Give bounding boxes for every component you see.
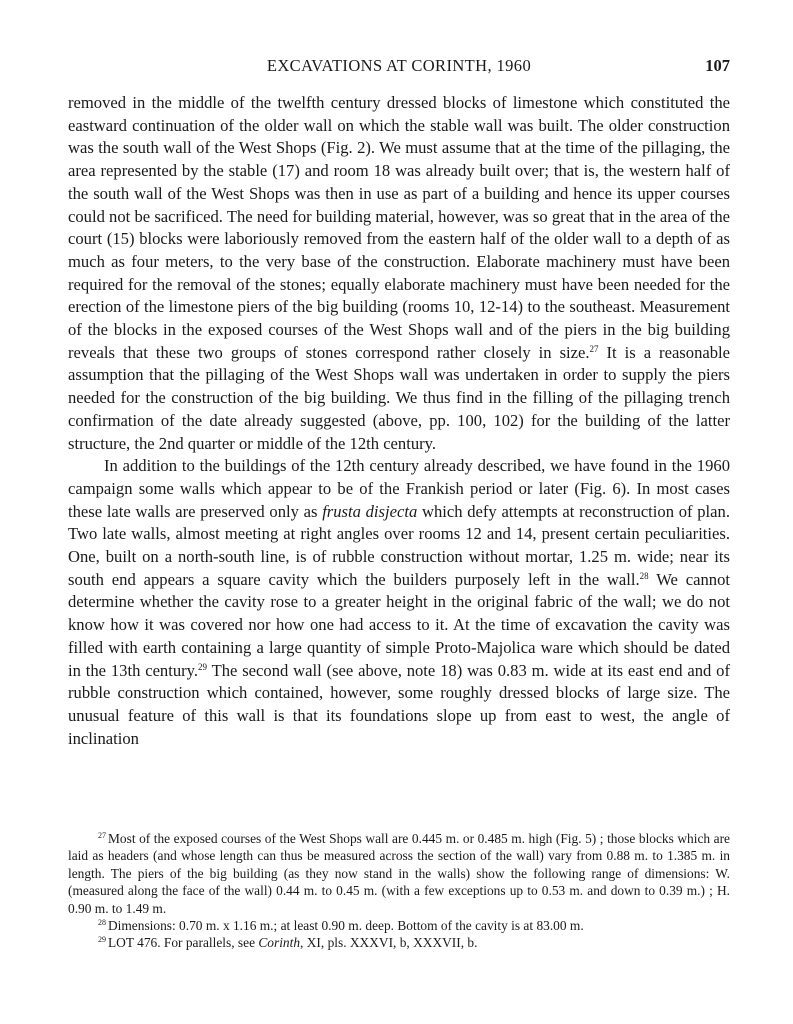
footnote-29 [68,934,730,951]
paragraph-2 [68,455,730,750]
footnote-ref-29: 29 [198,661,208,672]
footnote-number-27: 27 [98,831,106,840]
paragraph-1 [68,92,730,455]
footnote-ref-27: 27 [589,343,599,354]
paragraph-2-italic: frusta disjecta [322,501,418,521]
paragraph-1-text: removed in the middle of the twelfth century dressed blocks of limestone which constituted the eastward continuation of the older wall on which the stable wall was built. The older construction was the south wall of the West Shops (Fig. 2). We must assume that at the time of the pillaging, the area represented by the stable (17) and room 18 was already built over; that is, the western half of the south wall of the West Shops was then in use as part of a building and hence its upper courses could not be sacrificed. The need for building material, however, was so great that in the area of the court (15) blocks were laboriously removed from the eastern half of the older wall to a depth of as much as four meters, to the very base of the construction. Elaborate machinery must have been required for the removal of the stones; equally elaborate machinery must have been needed for the erection of the limestone piers of the big building (rooms 10, 12-14) to the southeast. Measurement of the blocks in the exposed courses of the West Shops wall and of the piers in the big building reveals that these two groups of stones correspond rather closely in size. [68,93,730,362]
footnote-27-text: Most of the exposed courses of the West Shops wall are 0.445 m. or 0.485 m. high (Fig. 5) ; those blocks which are laid as headers (and whose length can thus be measured across the section of the wall) vary from 0.88 m. to 1.385 m. in length. The piers of the big building (as they now stand in the walls) show the following range of dimensions: W. (measured along the face of the wall) 0.44 m. to 0.45 m. (with a few exceptions up to 0.53 m. and down to 0.39 m.) ; H. 0.90 m. to 1.49 m. [68,831,730,916]
footnote-number-28: 28 [98,918,106,928]
footnote-28 [68,917,730,934]
footnote-29-italic: Corinth [258,935,301,951]
footnote-27 [68,830,730,917]
footnote-number-29: 29 [98,935,106,945]
footnote-29-text-before: LOT 476. For parallels, see [108,935,259,951]
footnotes [68,830,730,952]
running-head [68,56,730,78]
running-title: EXCAVATIONS AT CORINTH, 1960 [266,56,532,75]
page-number: 107 [705,56,730,75]
paragraph-2-part-1: In addition to the buildings of the 12th century already described, we have found in the 1960 campaign some walls which appear to be of the Frankish period or later (Fig. 6). In most cases these late walls are preserved only as [68,456,730,521]
paragraph-1-continued: It is a reasonable assumption that the pillaging of the West Shops wall was undertaken in order to supply the piers needed for the construction of the big building. We thus find in the filling of the pillaging trench confirmation of the date already suggested (above, pp. 100, 102) for the building of the latter structure, the 2nd quarter or middle of the 12th century. [68,342,730,453]
footnote-28-text: Dimensions: 0.70 m. x 1.16 m.; at least 0.90 m. deep. Bottom of the cavity is at 83.00 m. [108,918,584,934]
paragraph-2-part-3: We cannot determine whether the cavity rose to a greater height in the original fabric of the wall; we do not know how it was covered nor how one had access to it. At the time of excavation the cavity was filled with earth containing a large quantity of simple Proto-Majolica ware which should be dated in the 13th century. [68,569,730,680]
footnote-ref-28: 28 [639,570,649,581]
footnote-29-text-after: , XI, pls. XXXVI, b, XXXVII, b. [300,935,478,951]
paragraph-2-part-4: The second wall (see above, note 18) was 0.83 m. wide at its east end and of rubble construction which contained, however, some roughly dressed blocks of large size. The unusual feature of this wall is that its foundations slope up from east to west, the angle of inclination [68,660,730,748]
body-text [68,92,730,750]
paragraph-2-part-2: which defy attempts at reconstruction of plan. Two late walls, almost meeting at right angles over rooms 12 and 14, present certain peculiarities. One, built on a north-south line, is of rubble construction without mortar, 1.25 m. wide; near its south end appears a square cavity which the builders purposely left in the wall. [68,501,730,589]
